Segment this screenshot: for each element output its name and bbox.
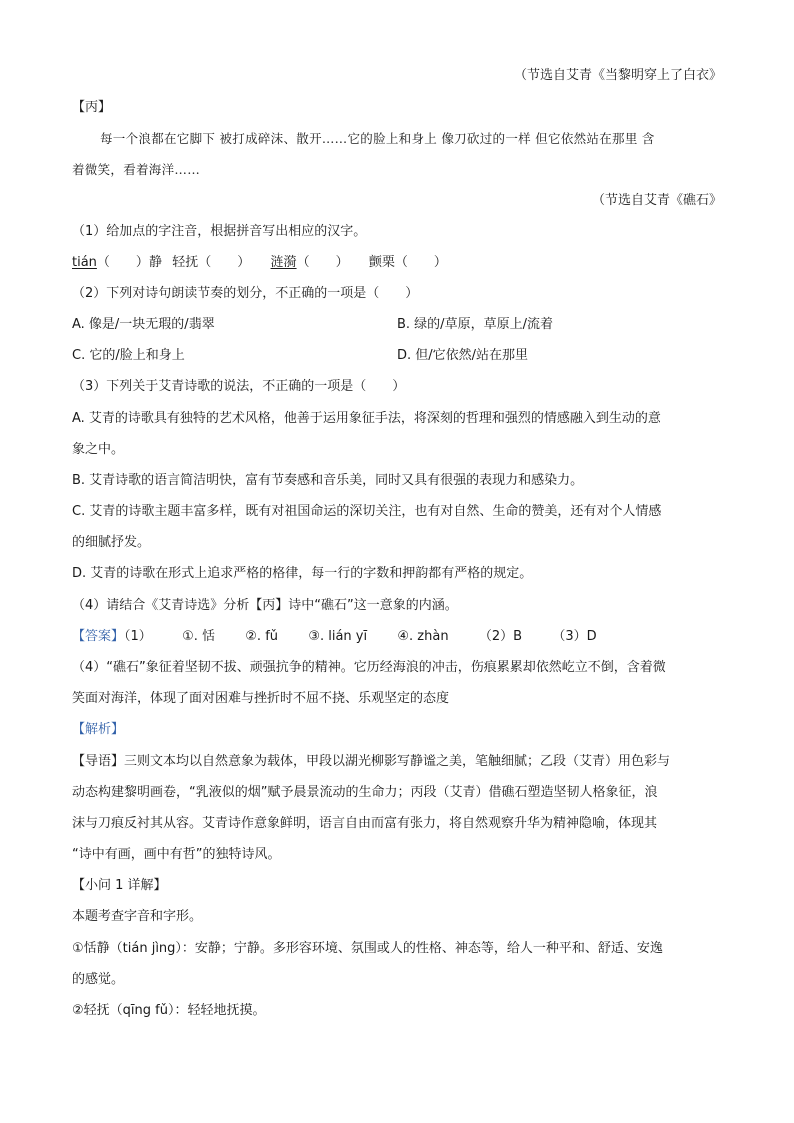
sub-question-1-label: 【小问 1 详解】: [72, 878, 167, 893]
question-1-items: [72, 253, 722, 273]
detail-item-1-line-2: 的感觉。: [72, 972, 125, 987]
char-jing: 静: [148, 255, 162, 270]
question-3-option-c-line-2: 的细腻抒发。: [72, 535, 151, 550]
guide-line-2: 动态构建黎明画卷，“乳液似的烟”赋予晨景流动的生命力；丙段（艾青）借礁石塑造坚韧人格象征，浪: [72, 785, 658, 800]
option-a: A. 像是/一块无瑕的/翡翠: [72, 317, 215, 332]
question-2-row-2: [72, 346, 722, 366]
blank: （ ）: [96, 255, 149, 270]
blank: （ ）: [198, 255, 251, 270]
guide-text-1: 三则文本均以自然意象为载体，甲段以湖光柳影写静谧之美，笔触细腻；乙段（艾青）用色彩与: [124, 754, 671, 769]
analysis-label: 【解析】: [72, 722, 125, 737]
sub-question-1-intro: 本题考查字音和字形。: [72, 909, 203, 924]
source-line-b: （节选自艾青《礁石》: [591, 193, 722, 208]
guide-label: 【导语】: [72, 754, 125, 769]
word-lianyi: 涟漪: [270, 255, 297, 270]
answer-line: [72, 627, 722, 647]
answer-q3: （3）D: [552, 629, 597, 644]
question-3-stem: （3）下列关于艾青诗歌的说法，不正确的一项是（ ）: [72, 379, 406, 394]
question-3-option-b: B. 艾青诗歌的语言简洁明快，富有节奏感和音乐美，同时又具有很强的表现力和感染力。: [72, 473, 584, 488]
answer-q1-num: （1）: [124, 629, 152, 644]
answer-4: ④. zhàn: [397, 629, 449, 644]
pinyin-tian: tián: [72, 255, 97, 270]
poem-line-1: 每一个浪都在它脚下 被打成碎沫、散开……它的脸上和身上 像刀砍过的一样 但它依然站在那里 含: [100, 131, 655, 146]
option-d: D. 但/它依然/站在那里: [397, 348, 529, 363]
answer-q2: （2）B: [478, 629, 523, 644]
question-3-option-a-line-1: A. 艾青的诗歌具有独特的艺术风格，他善于运用象征手法，将深刻的哲理和强烈的情感融入到生动的意: [72, 411, 661, 426]
guide-line-1: [72, 752, 722, 772]
question-3-option-d: D. 艾青的诗歌在形式上追求严格的格律，每一行的字数和押韵都有严格的规定。: [72, 566, 533, 581]
section-heading-bing: 【丙】: [72, 100, 112, 115]
answer-label: 【答案】: [72, 629, 125, 644]
answer-q4-line-2: 笑面对海洋，体现了面对困难与挫折时不屈不挠、乐观坚定的态度: [72, 691, 450, 706]
answer-2: ②. fǔ: [245, 629, 279, 644]
answer-1: ①. 恬: [182, 629, 215, 644]
word-qingfu: 轻抚: [172, 255, 199, 270]
poem-line-2: 着微笑，看着海洋……: [72, 162, 201, 177]
option-b: B. 绿的/草原，草原上/流着: [397, 317, 553, 332]
detail-item-1-line-1: ①恬静（tián jìng）：安静；宁静。多形容环境、氛围或人的性格、神态等，给人一种平和、舒适、安逸: [72, 941, 663, 956]
blank: （ ）: [296, 255, 349, 270]
detail-item-2: ②轻抚（qīng fǔ）：轻轻地抚摸。: [72, 1003, 266, 1018]
question-1-stem: （1）给加点的字注音，根据拼音写出相应的汉字。: [72, 224, 367, 239]
word-zhanli: 颤栗: [368, 255, 395, 270]
question-2-stem: （2）下列对诗句朗读节奏的划分，不正确的一项是（ ）: [72, 286, 419, 301]
guide-line-3: 沫与刀痕反衬其从容。艾青诗作意象鲜明，语言自由而富有张力，将自然观察升华为精神隐喻，体现其: [72, 816, 658, 831]
question-3-option-a-line-2: 象之中。: [72, 442, 125, 457]
guide-line-4: “诗中有画，画中有哲”的独特诗风。: [72, 847, 281, 862]
answer-q4-line-1: （4）“礁石”象征着坚韧不拔、顽强抗争的精神。它历经海浪的冲击，伤痕累累却依然屹立不倒，含着微: [72, 660, 666, 675]
option-c: C. 它的/脸上和身上: [72, 348, 185, 363]
question-3-option-c-line-1: C. 艾青的诗歌主题丰富多样，既有对祖国命运的深切关注，也有对自然、生命的赞美，还有对个人情感: [72, 504, 662, 519]
source-line-a: （节选自艾青《当黎明穿上了白衣》: [513, 68, 722, 83]
blank: （ ）: [394, 255, 447, 270]
question-4-stem: （4）请结合《艾青诗选》分析【丙】诗中“礁石”这一意象的内涵。: [72, 598, 458, 613]
question-2-row-1: [72, 315, 722, 335]
answer-3: ③. lián yī: [308, 629, 368, 644]
